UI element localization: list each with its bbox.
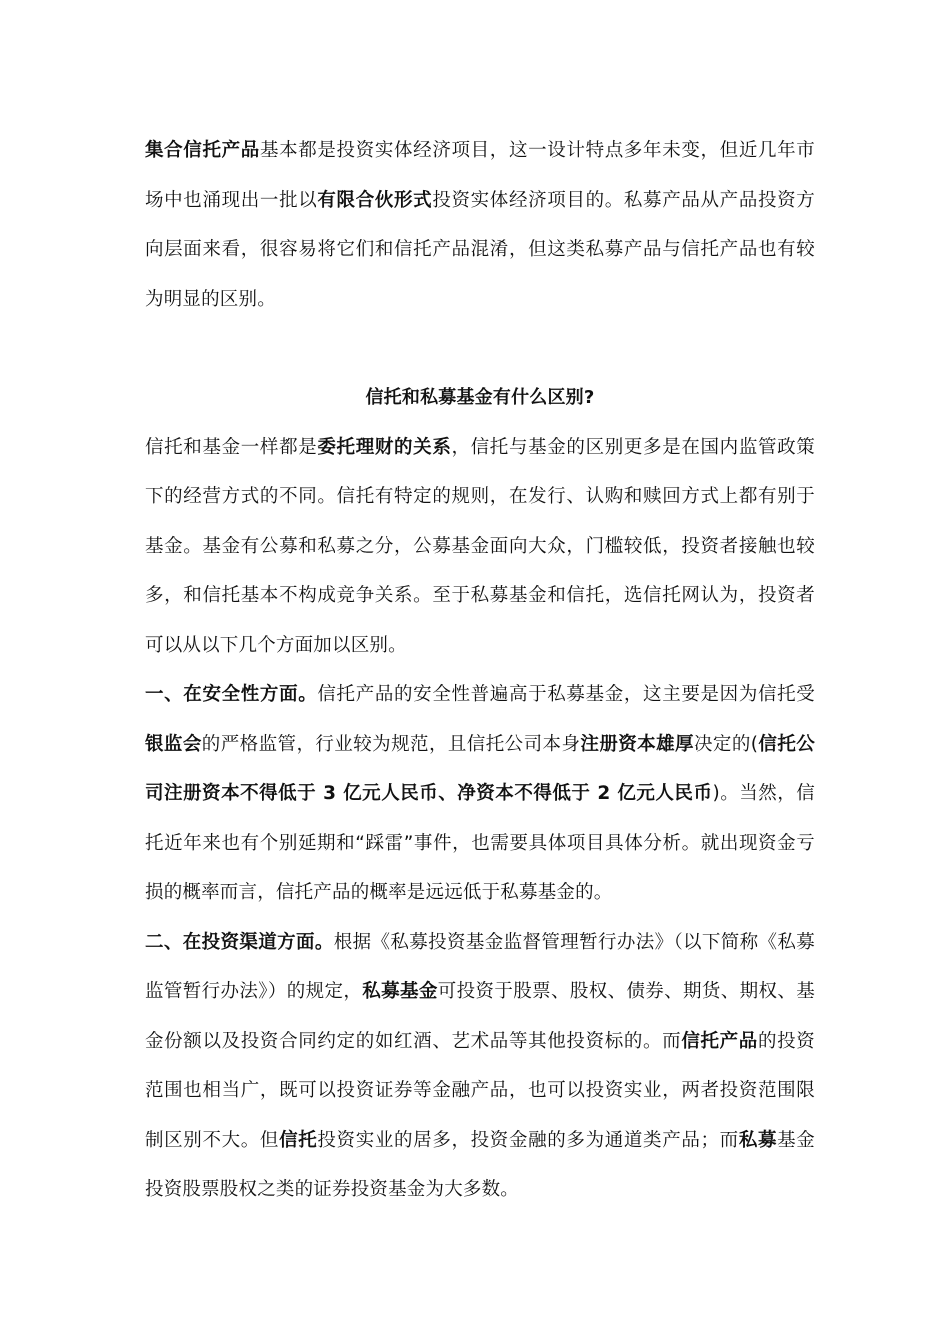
body-text: 投资实体经济项目的。私募产品从产品投资方向层面来看，很容易将它们和信托产品混淆，但这类私募产品与信托产品也有较为明显的区别。	[145, 189, 815, 310]
body-text: 信托产品的安全性普遍高于私募基金，这主要是因为信托受	[317, 684, 815, 705]
body-text: 投资实业的居多，投资金融的多为通道类产品；而	[317, 1129, 739, 1151]
document-body	[145, 126, 815, 1215]
paragraph-safety	[145, 670, 815, 918]
paragraph-investment-channel	[145, 918, 815, 1215]
body-text: )。当然，信托近年来也有个别延期和“踩雷”事件，也需要具体项目具体分析。就出现资金亏损的概率而言，信托产品的概率是远远低于私募基金的。	[145, 783, 815, 903]
body-text: 的投资范围也相当广，既可以投资证券等金融产品，也可以投资实业，两者投资范围限制区别不大。但	[145, 1030, 815, 1151]
bold-text: 信托产品	[681, 1030, 758, 1052]
section-heading: 信托和私募基金有什么区别?	[365, 387, 595, 408]
bold-text: 注册资本雄厚	[580, 733, 694, 755]
bold-text: 私募	[738, 1129, 778, 1151]
body-text: ，信托与基金的区别更多是在国内监管政策下的经营方式的不同。信托有特定的规则，在发行、认购和赎回方式上都有别于基金。基金有公募和私募之分，公募基金面向大众，门槛较低，投资者接触也较多，和信托基本不构成竞争关系。至于私募基金和信托，选信托网认为，投资者可以从以下几个方面加以区别。	[145, 436, 815, 656]
body-text: 基金投资股票股权之类的证券投资基金为大多数。	[145, 1129, 815, 1200]
body-text: 决定的(	[693, 733, 759, 755]
body-text: 的严格监管，行业较为规范，且信托公司本身	[201, 733, 581, 755]
bold-text: 信托公司注册资本不得低于 3 亿元人民币、净资本不得低于 2 亿元人民币	[145, 733, 815, 804]
body-text: 根据《私募投资基金监督管理暂行办法》（以下简称《私募监管暂行办法》）的规定，	[145, 931, 815, 1002]
body-text: 基本都是投资实体经济项目，这一设计特点多年未变，但近几年市场中也涌现出一批以	[145, 140, 815, 211]
bold-text: 集合信托产品	[145, 140, 260, 161]
bold-text: 银监会	[145, 733, 202, 755]
bold-text: 有限合伙形式	[317, 189, 433, 211]
bold-text: 委托理财的关系	[317, 436, 452, 458]
bold-text: 信托	[279, 1129, 318, 1151]
body-text: 可投资于股票、股权、债券、期货、期权、基金份额以及投资合同约定的如红酒、艺术品等其他投资标的。而	[145, 981, 815, 1052]
point-heading-channel: 二、在投资渠道方面。	[145, 931, 334, 953]
bold-text: 私募基金	[362, 981, 438, 1002]
body-text: 信托和基金一样都是	[145, 436, 318, 458]
point-heading-safety: 一、在安全性方面。	[145, 684, 318, 705]
paragraph-relationship	[145, 423, 815, 671]
intro-paragraph	[145, 126, 815, 324]
